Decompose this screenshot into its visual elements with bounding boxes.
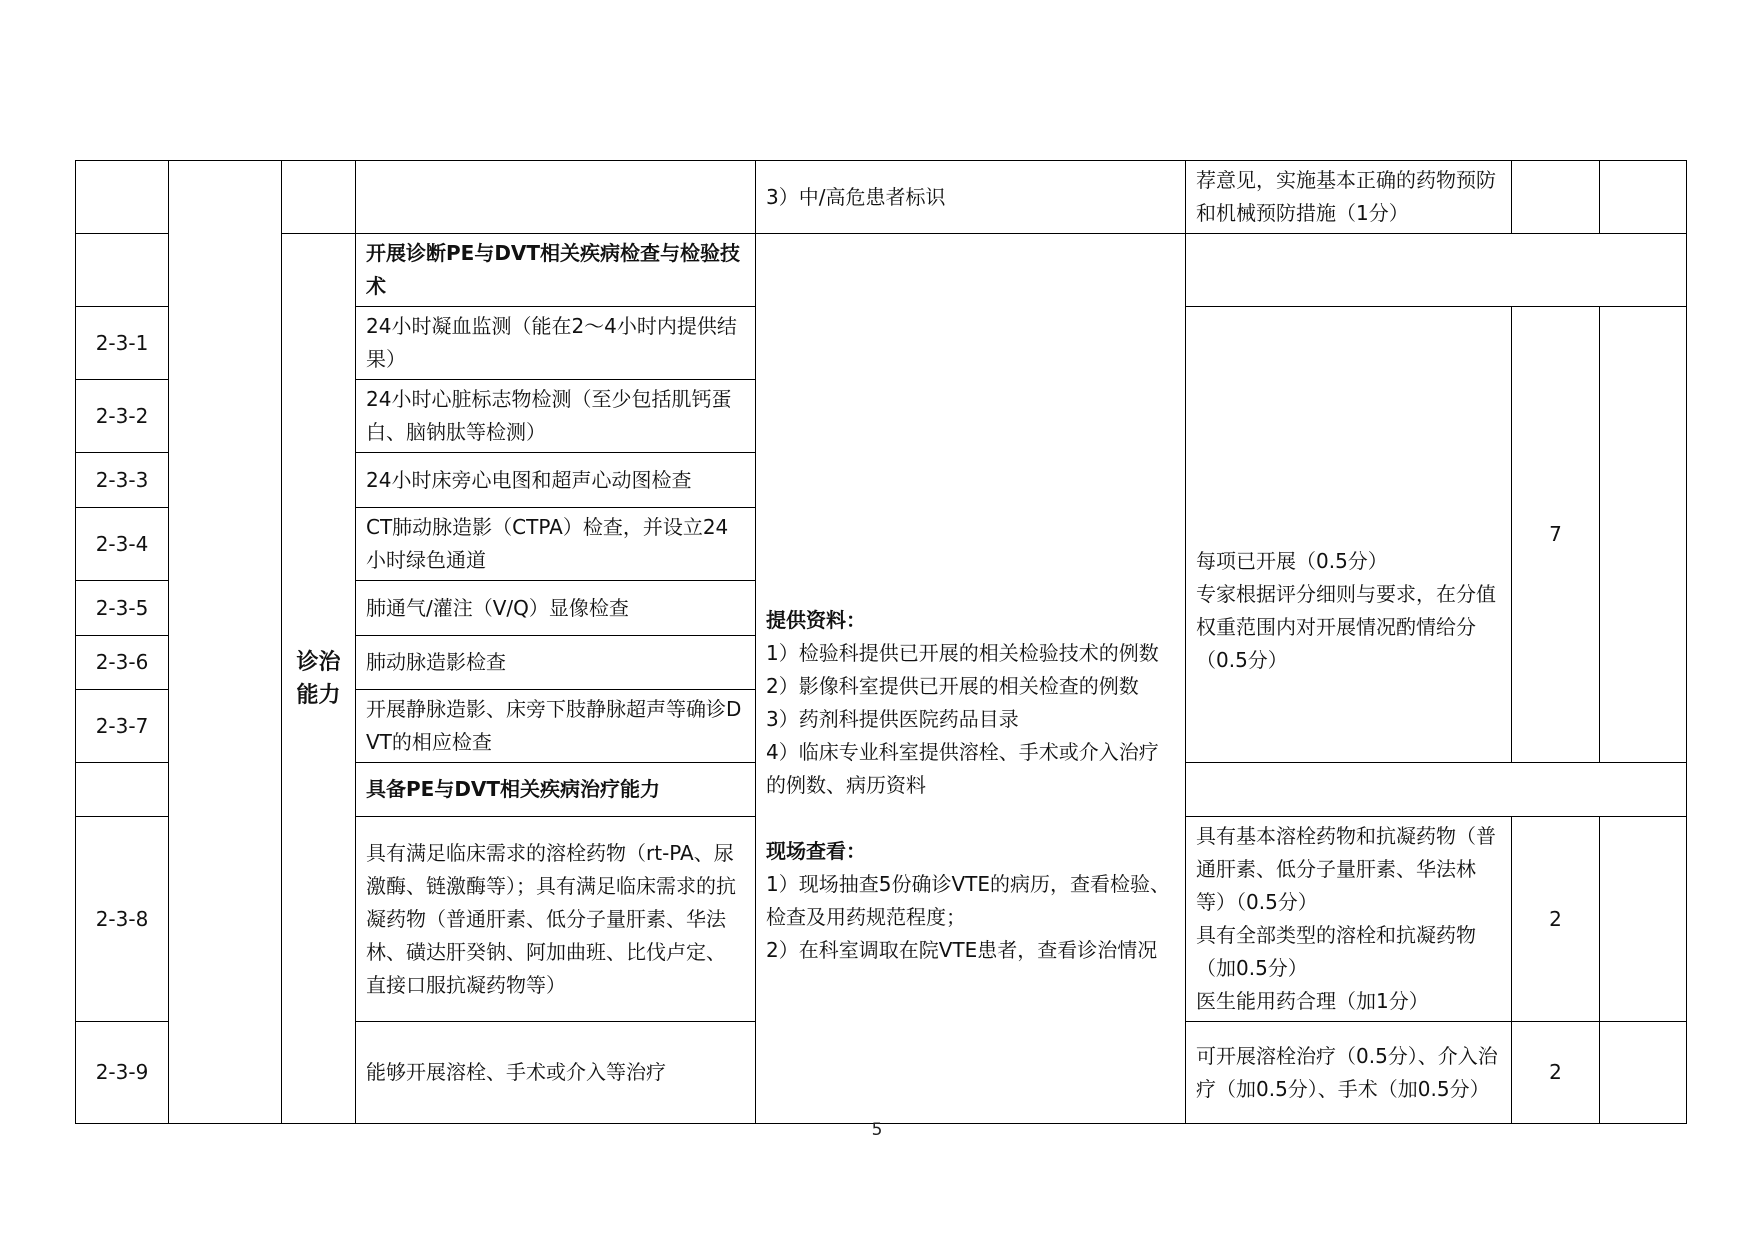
- evaluation-table: [75, 160, 1687, 1124]
- criteria-cell-continued: 荐意见，实施基本正确的药物预防和机械预防措施（1分）: [1186, 161, 1512, 234]
- provide-materials-title: 提供资料：: [766, 607, 866, 632]
- criteria-cell: [1186, 307, 1512, 763]
- item-code: 2-3-4: [76, 508, 169, 581]
- item-content: 肺通气/灌注（V/Q）显像检查: [356, 581, 756, 636]
- provide-material-item: 4）临床专业科室提供溶栓、手术或介入治疗的例数、病历资料: [766, 739, 1159, 797]
- category-cell: [282, 234, 356, 1124]
- item-code: 2-3-6: [76, 636, 169, 690]
- section-title-cell: 开展诊断PE与DVT相关疾病检查与检验技术: [356, 234, 756, 307]
- note-cell-empty: [1600, 1022, 1687, 1124]
- item-content: 24小时凝血监测（能在2～4小时内提供结果）: [356, 307, 756, 380]
- material-cell-continued: 3）中/高危患者标识: [756, 161, 1186, 234]
- item-content: CT肺动脉造影（CTPA）检查，并设立24小时绿色通道: [356, 508, 756, 581]
- item-content: 24小时床旁心电图和超声心动图检查: [356, 453, 756, 508]
- code-cell-empty: [76, 161, 169, 234]
- category-label-line-2: 能力: [296, 682, 341, 708]
- item-code: 2-3-3: [76, 453, 169, 508]
- materials-cell: [756, 234, 1186, 1124]
- criteria-line: 每项已开展（0.5分）: [1196, 548, 1388, 573]
- note-cell-empty: [1600, 161, 1687, 234]
- category-label-line-1: 诊治: [296, 649, 341, 675]
- site-inspection-title: 现场查看：: [766, 838, 866, 863]
- table-row-section-title: [76, 234, 1687, 307]
- item-code: 2-3-8: [76, 817, 169, 1022]
- code-cell-empty: [76, 763, 169, 817]
- provide-material-item: 2）影像科室提供已开展的相关检查的例数: [766, 673, 1139, 698]
- criteria-line: 专家根据评分细则与要求，在分值权重范围内对开展情况酌情给分（0.5分）: [1196, 581, 1496, 672]
- item-code: 2-3-1: [76, 307, 169, 380]
- provide-material-item: 3）药剂科提供医院药品目录: [766, 706, 1019, 731]
- score-cell: 2: [1512, 1022, 1600, 1124]
- item-content: 24小时心脏标志物检测（至少包括肌钙蛋白、脑钠肽等检测）: [356, 380, 756, 453]
- item-code: 2-3-7: [76, 690, 169, 763]
- item-content: 具有满足临床需求的溶栓药物（rt-PA、尿激酶、链激酶等）；具有满足临床需求的抗凝药物（普通肝素、低分子量肝素、华法林、磺达肝癸钠、阿加曲班、比伐卢定、直接口服抗凝药物等）: [356, 817, 756, 1022]
- item-code: 2-3-2: [76, 380, 169, 453]
- site-inspection-item: 2）在科室调取在院VTE患者，查看诊治情况: [766, 937, 1158, 962]
- score-cell: 7: [1512, 307, 1600, 763]
- section-column-cell: [169, 161, 282, 1124]
- item-code: 2-3-9: [76, 1022, 169, 1124]
- table-row-continuation: [76, 161, 1687, 234]
- criteria-line: 具有基本溶栓药物和抗凝药物（普通肝素、低分子量肝素、华法林等）（0.5分）: [1196, 824, 1496, 914]
- section-title-cell: 具备PE与DVT相关疾病治疗能力: [356, 763, 756, 817]
- page-number: 5: [871, 1120, 883, 1140]
- content-cell-empty: [356, 161, 756, 234]
- item-content: 肺动脉造影检查: [356, 636, 756, 690]
- score-cell-empty: [1512, 161, 1600, 234]
- criteria-line: 医生能用药合理（加1分）: [1196, 989, 1429, 1013]
- criteria-line: 具有全部类型的溶栓和抗凝药物（加0.5分）: [1196, 923, 1476, 980]
- item-content: 开展静脉造影、床旁下肢静脉超声等确诊DVT的相应检查: [356, 690, 756, 763]
- note-cell-empty: [1600, 307, 1687, 763]
- site-inspection-item: 1）现场抽查5份确诊VTE的病历，查看检验、检查及用药规范程度；: [766, 871, 1170, 929]
- section-title-spacer-cell: [1186, 234, 1687, 307]
- item-content: 能够开展溶栓、手术或介入等治疗: [356, 1022, 756, 1124]
- category-cell-empty: [282, 161, 356, 234]
- score-cell: 2: [1512, 817, 1600, 1022]
- note-cell-empty: [1600, 817, 1687, 1022]
- criteria-cell: [1186, 817, 1512, 1022]
- spacer: [766, 802, 1175, 835]
- code-cell-empty: [76, 234, 169, 307]
- item-code: 2-3-5: [76, 581, 169, 636]
- provide-material-item: 1）检验科提供已开展的相关检验技术的例数: [766, 640, 1159, 665]
- section-title-spacer-cell: [1186, 763, 1687, 817]
- criteria-cell: 可开展溶栓治疗（0.5分）、介入治疗（加0.5分）、手术（加0.5分）: [1186, 1022, 1512, 1124]
